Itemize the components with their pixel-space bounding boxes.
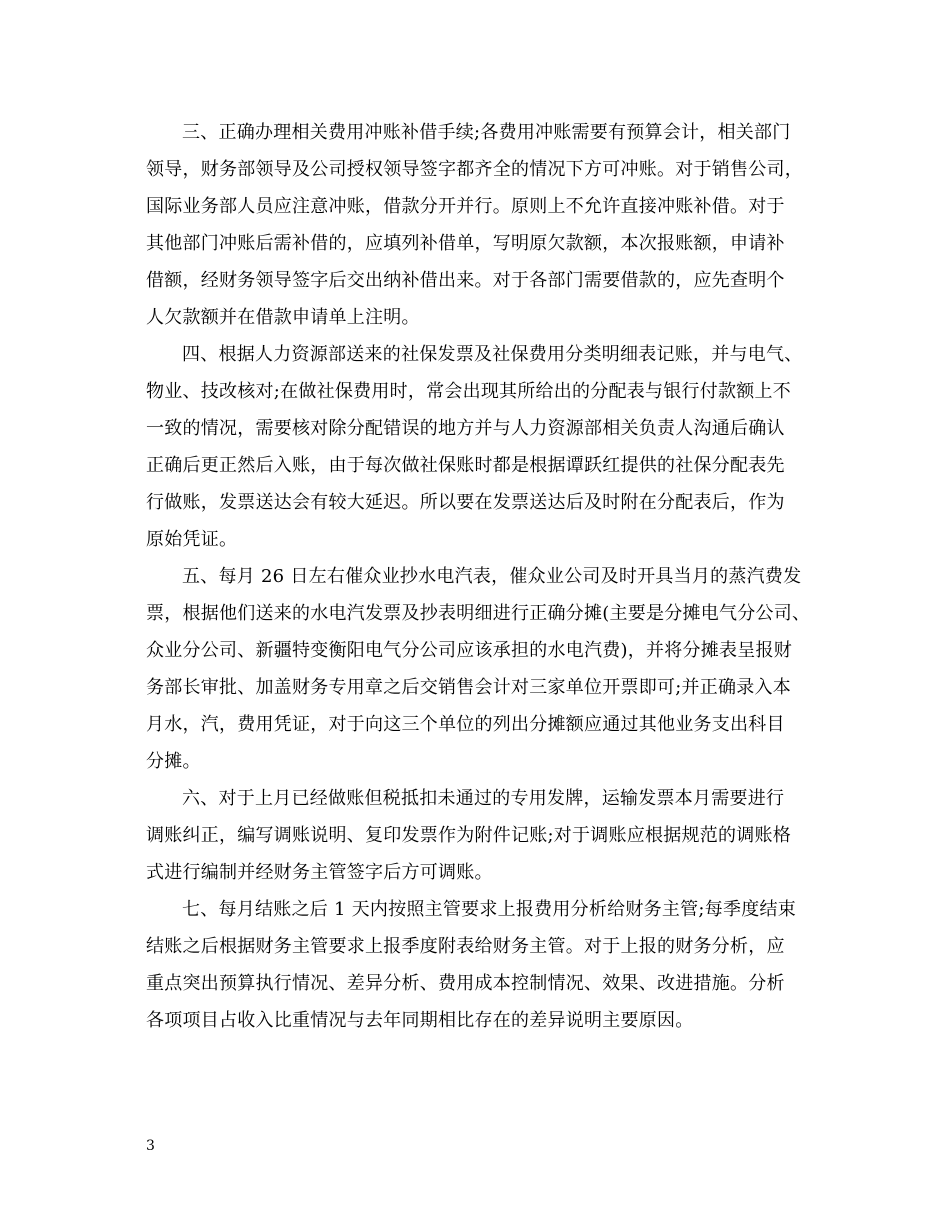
paragraph-5-line-5: 月水，汽，费用凭证，对于向这三个单位的列出分摊额应通过其他业务支出科目 — [146, 714, 785, 735]
paragraph-5-line-1: 五、每月 26 日左右催众业抄水电汽表，催众业公司及时开具当月的蒸汽费发 — [182, 566, 802, 587]
paragraph-3-line-1: 三、正确办理相关费用冲账补借手续;各费用冲账需要有预算会计，相关部门 — [182, 122, 791, 143]
paragraph-7-line-2: 结账之后根据财务主管要求上报季度附表给财务主管。对于上报的财务分析，应 — [146, 936, 785, 957]
paragraph-5-line-4: 务部长审批、加盖财务专用章之后交销售会计对三家单位开票即可;并正确录入本 — [146, 677, 792, 698]
paragraph-3-line-4: 其他部门冲账后需补借的，应填列补借单，写明原欠款额，本次报账额，申请补 — [146, 233, 785, 254]
paragraph-6-line-1: 六、对于上月已经做账但税抵扣未通过的专用发牌，运输发票本月需要进行 — [182, 788, 785, 809]
paragraph-4-line-5: 行做账，发票送达会有较大延迟。所以要在发票送达后及时附在分配表后，作为 — [146, 492, 785, 513]
paragraph-3-line-6: 人欠款额并在借款申请单上注明。 — [146, 307, 420, 328]
paragraph-6-line-2: 调账纠正，编写调账说明、复印发票作为附件记账;对于调账应根据规范的调账格 — [146, 825, 792, 846]
paragraph-7-line-1: 七、每月结账之后 1 天内按照主管要求上报费用分析给财务主管;每季度结束 — [182, 899, 796, 920]
paragraph-7-line-3: 重点突出预算执行情况、差异分析、费用成本控制情况、效果、改进措施。分析 — [146, 973, 785, 994]
paragraph-3-line-3: 国际业务部人员应注意冲账，借款分开并行。原则上不允许直接冲账补借。对于 — [146, 196, 785, 217]
paragraph-7-line-4: 各项项目占收入比重情况与去年同期相比存在的差异说明主要原因。 — [146, 1010, 694, 1031]
paragraph-4-line-2: 物业、技改核对;在做社保费用时，常会出现其所给出的分配表与银行付款额上不 — [146, 381, 792, 402]
paragraph-4-line-4: 正确后更正然后入账，由于每次做社保账时都是根据谭跃红提供的社保分配表先 — [146, 455, 785, 476]
paragraph-6-line-3: 式进行编制并经财务主管签字后方可调账。 — [146, 862, 493, 883]
page-number: 3 — [146, 1138, 155, 1154]
paragraph-5-line-3: 众业分公司、新疆特变衡阳电气分公司应该承担的水电汽费)，并将分摊表呈报财 — [146, 640, 793, 661]
paragraph-3-line-2: 领导，财务部领导及公司授权领导签字都齐全的情况下方可冲账。对于销售公司， — [146, 159, 803, 180]
paragraph-4-line-3: 一致的情况，需要核对除分配错误的地方并与人力资源部相关负责人沟通后确认 — [146, 418, 785, 439]
paragraph-4-line-1: 四、根据人力资源部送来的社保发票及社保费用分类明细表记账，并与电气、 — [182, 344, 803, 365]
paragraph-4-line-6: 原始凭证。 — [146, 529, 238, 550]
paragraph-5-line-6: 分摊。 — [146, 751, 201, 772]
paragraph-5-line-2: 票，根据他们送来的水电汽发票及抄表明细进行正确分摊(主要是分摊电气分公司、 — [146, 603, 811, 624]
paragraph-3-line-5: 借额，经财务领导签字后交出纳补借出来。对于各部门需要借款的，应先查明个 — [146, 270, 785, 291]
